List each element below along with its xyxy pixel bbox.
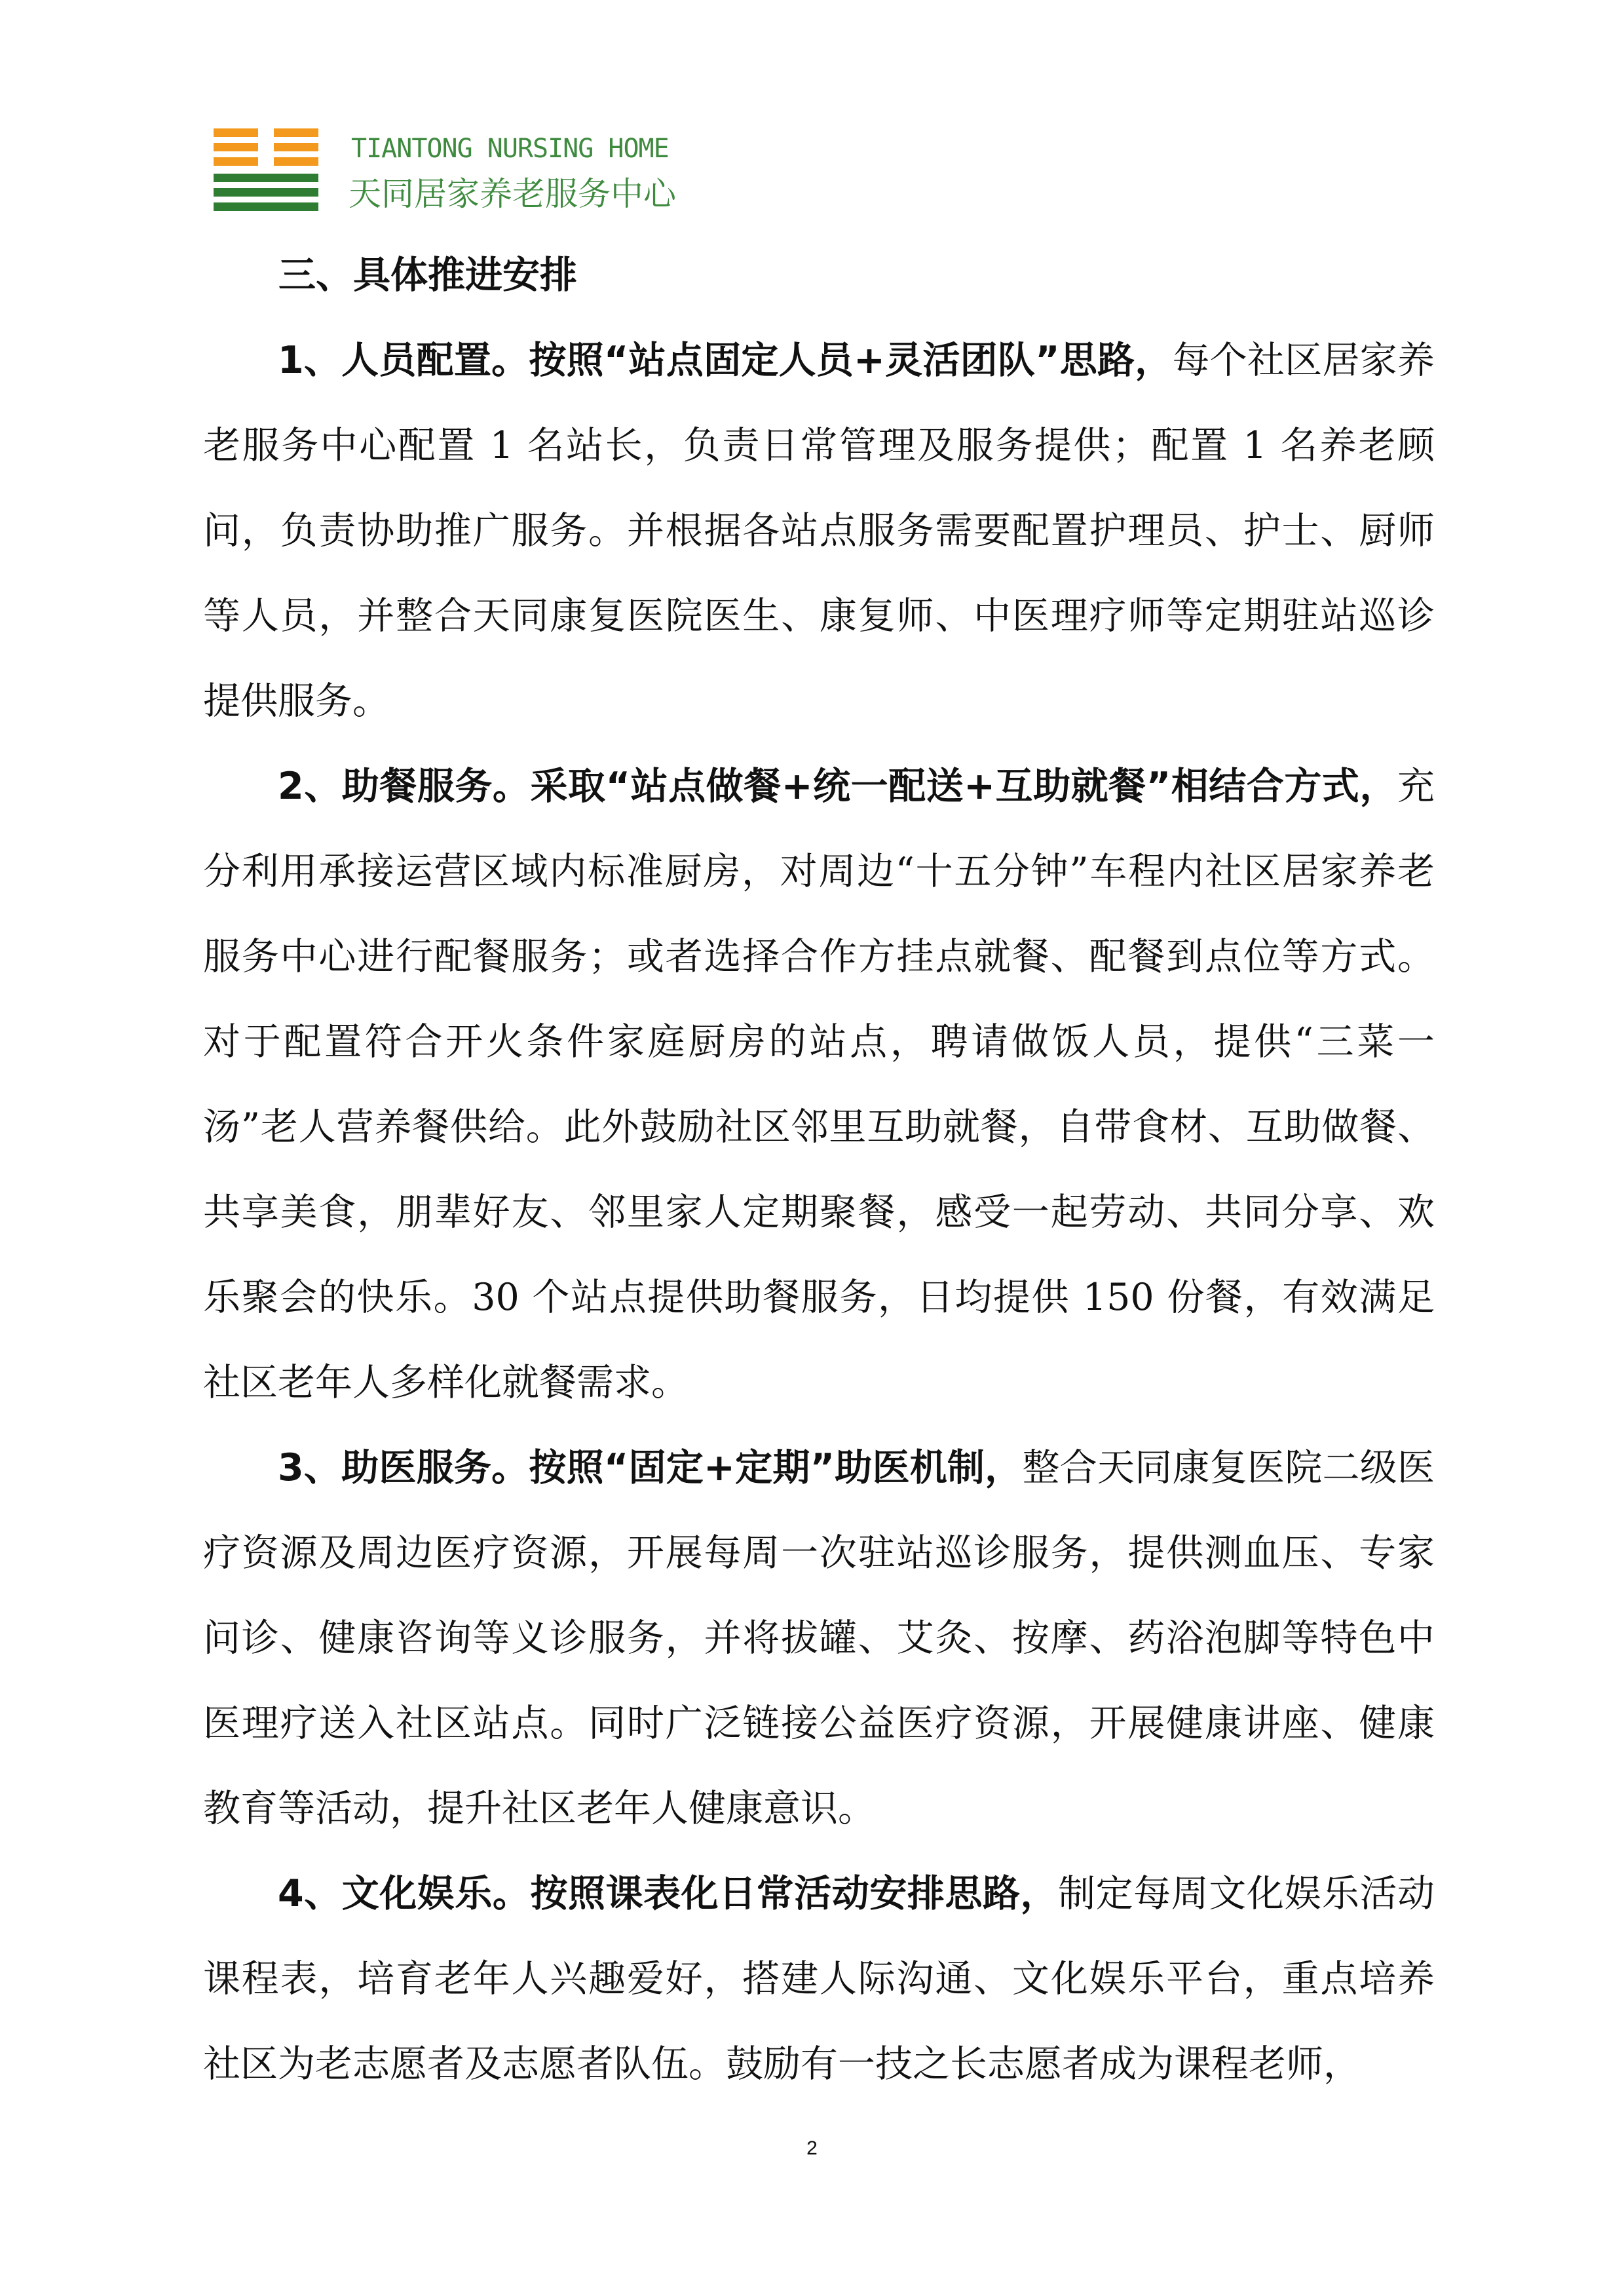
paragraph-text: 整合天同康复医院二级医疗资源及周边医疗资源，开展每周一次驻站巡诊服务，提供测血压、专家问诊、健康咨询等义诊服务，并将拔罐、艾灸、按摩、药浴泡脚等特色中医理疗送入社区站点。同时广泛链接公益医疗资源，开展健康讲座、健康教育等活动，提升社区老年人健康意识。: [203, 1446, 1435, 1830]
paragraph-text: 每个社区居家养老服务中心配置 1 名站长，负责日常管理及服务提供；配置 1 名养老顾问，负责协助推广服务。并根据各站点服务需要配置护理员、护士、厨师等人员，并整合天同康复医院医生、康复师、中医理疗师等定期驻站巡诊提供服务。: [203, 339, 1435, 723]
paragraph-lead: 4、文化娱乐。按照课表化日常活动安排思路，: [278, 1872, 1059, 1915]
paragraph-culture-entertainment: [203, 1851, 1435, 2107]
logo-bar-orange-2a: [214, 143, 258, 151]
paragraph-text: 制定每周文化娱乐活动课程表，培育老年人兴趣爱好，搭建人际沟通、文化娱乐平台，重点培养社区为老志愿者及志愿者队伍。鼓励有一技之长志愿者成为课程老师，: [203, 1872, 1435, 2086]
logo-bar-orange-1a: [214, 128, 258, 137]
paragraph-lead: 2、助餐服务。采取“站点做餐+统一配送+互助就餐”相结合方式，: [278, 765, 1397, 808]
paragraph-staffing: [203, 318, 1435, 744]
logo-bar-orange-2b: [274, 143, 318, 151]
logo-bar-orange-3a: [214, 157, 258, 166]
paragraph-lead: 3、助医服务。按照“固定+定期”助医机制，: [278, 1446, 1023, 1489]
section-title: 三、具体推进安排: [278, 254, 577, 297]
page-number: 2: [806, 2137, 818, 2159]
paragraph-text: 充分利用承接运营区域内标准厨房，对周边“十五分钟”车程内社区居家养老服务中心进行配餐服务；或者选择合作方挂点就餐、配餐到点位等方式。对于配置符合开火条件家庭厨房的站点，聘请做饭人员，提供“三菜一汤”老人营养餐供给。此外鼓励社区邻里互助就餐，自带食材、互助做餐、共享美食，朋辈好友、邻里家人定期聚餐，感受一起劳动、共同分享、欢乐聚会的快乐。30 个站点提供助餐服务，日均提供 150 份餐，有效满足社区老年人多样化就餐需求。: [203, 765, 1435, 1404]
logo-bar-green-2: [214, 188, 318, 197]
trigram-logo-icon: [214, 128, 318, 210]
logo-english-name: TIANTONG NURSING HOME: [351, 134, 669, 164]
paragraph-meal-service: [203, 744, 1435, 1425]
logo-bar-green-3: [214, 202, 318, 211]
paragraph-medical-service: [203, 1425, 1435, 1851]
logo-bar-orange-1b: [274, 128, 318, 137]
logo: [214, 128, 711, 213]
document-body: [203, 233, 1435, 2107]
logo-bar-orange-3b: [274, 157, 318, 166]
logo-bar-green-1: [214, 174, 318, 182]
logo-chinese-name: 天同居家养老服务中心: [349, 175, 676, 213]
paragraph-lead: 1、人员配置。按照“站点固定人员+灵活团队”思路，: [278, 339, 1173, 382]
